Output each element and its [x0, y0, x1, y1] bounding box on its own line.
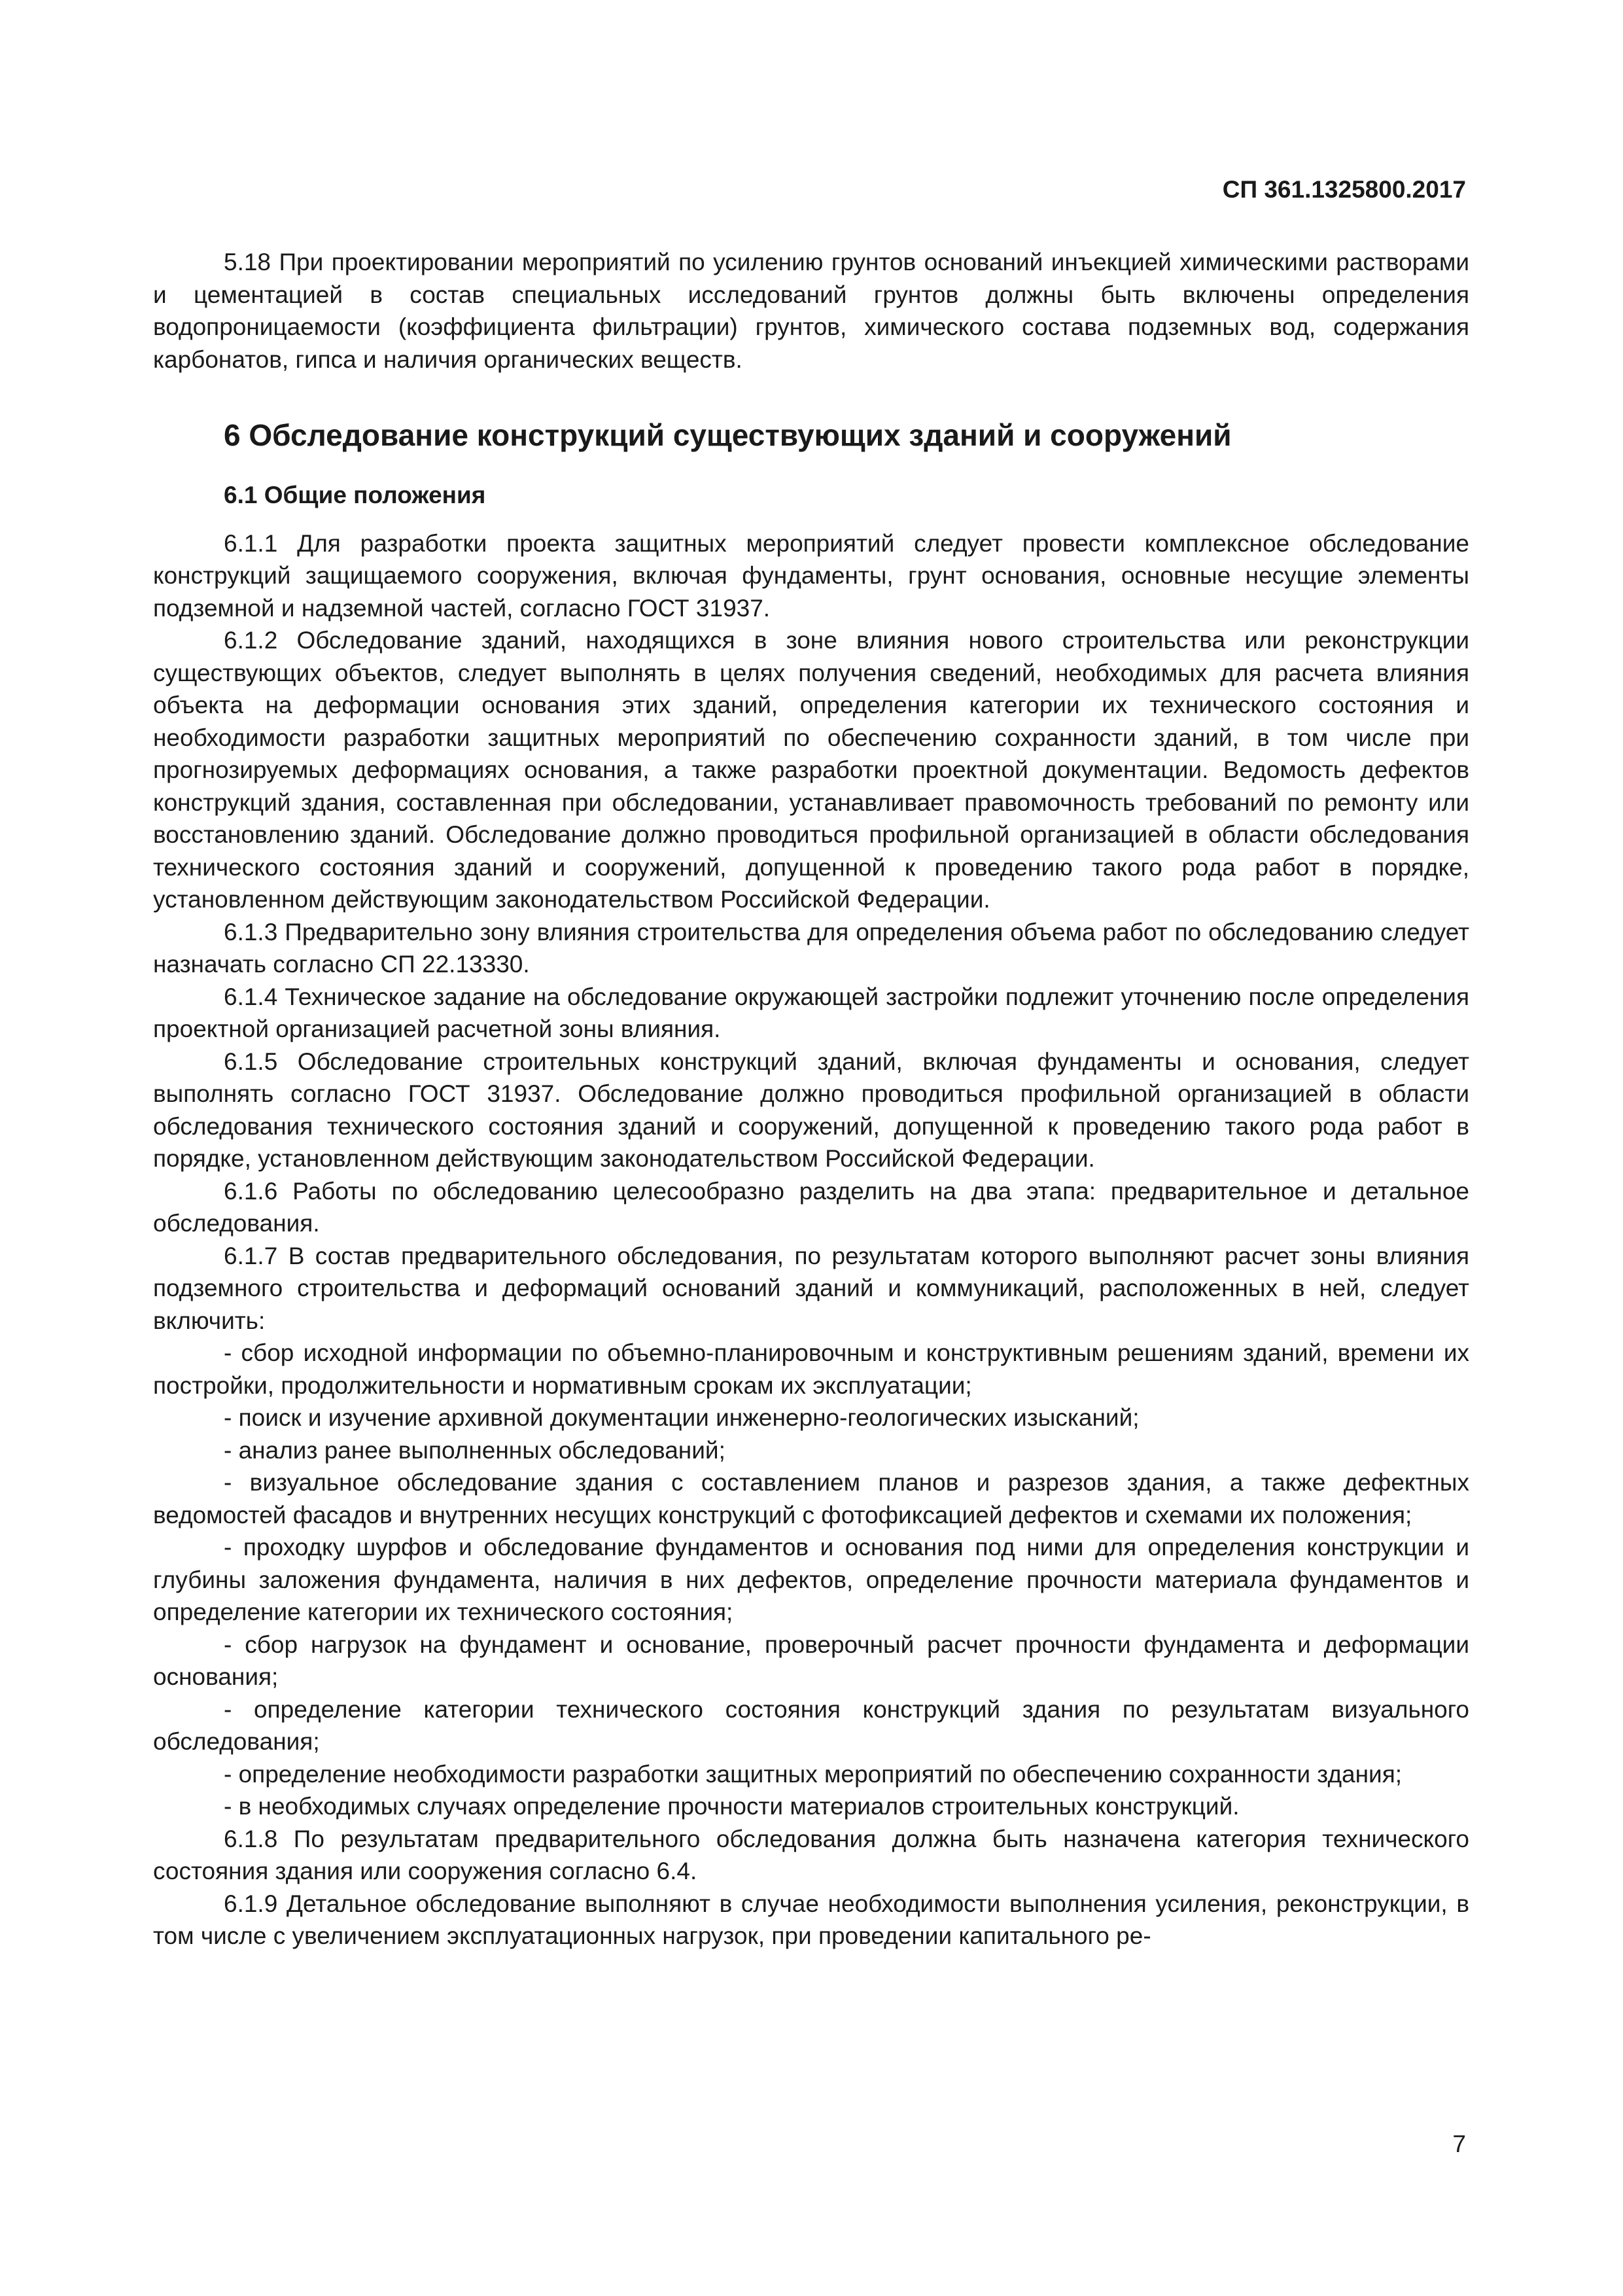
- paragraph: 6.1.9 Детальное обследование выполняют в случае необходимости выполнения усиления, реконструкции, в том числе с увеличением эксплуатационных нагрузок, при проведении капитального ре-: [153, 1890, 1469, 1950]
- paragraph: 6.1.1 Для разработки проекта защитных мероприятий следует провести комплексное обследование конструкций защищаемого сооружения, включая фундаменты, грунт основания, основные несущие элементы подземной и надземной частей, согласно ГОСТ 31937.: [153, 529, 1469, 622]
- paragraph: 6.1.6 Работы по обследованию целесообразно разделить на два этапа: предварительное и детальное обследования.: [153, 1177, 1469, 1237]
- list-item: - проходку шурфов и обследование фундаментов и основания под ними для определения конструкции и глубины заложения фундамента, наличия в них дефектов, определение прочности материала фундаментов и определение категории их технического состояния;: [153, 1534, 1469, 1626]
- list-item: - визуальное обследование здания с составлением планов и разрезов здания, а также дефектных ведомостей фасадов и внутренних несущих конструкций с фотофиксацией дефектов и схемами их положения;: [153, 1469, 1469, 1528]
- document-body: [153, 246, 1469, 1952]
- subsection-title: 6.1 Общие положения: [224, 482, 486, 509]
- list-item: - поиск и изучение архивной документации инженерно-геологических изысканий;: [224, 1404, 1140, 1432]
- section-title: 6 Обследование конструкций существующих зданий и сооружений: [224, 418, 1232, 452]
- paragraph: 6.1.2 Обследование зданий, находящихся в зоне влияния нового строительства или реконструкции существующих объектов, следует выполнять в целях получения сведений, необходимых для расчета влияния объекта на деформации основания этих зданий, определения категории их технического состояния и необходимости разработки защитных мероприятий по обеспечению сохранности зданий, в том числе при прогнозируемых деформациях основания, а также разработки проектной документации. Ведомость дефектов конструкций здания, составленная при обследовании, устанавливает правомочность требований по ремонту или восстановлению зданий. Обследование должно проводиться профильной организацией в области обследования технического состояния зданий и сооружений, допущенной к проведению такого рода работ в порядке, установленном действующим законодательством Российской Федерации.: [153, 627, 1469, 913]
- paragraph: 6.1.4 Техническое задание на обследование окружающей застройки подлежит уточнению после определения проектной организацией расчетной зоны влияния.: [153, 983, 1469, 1043]
- list-item: - определение необходимости разработки защитных мероприятий по обеспечению сохранности здания;: [224, 1760, 1403, 1788]
- list-item: - сбор исходной информации по объемно-планировочным и конструктивным решениям зданий, времени их постройки, продолжительности и нормативным срокам их эксплуатации;: [153, 1339, 1469, 1399]
- document-code: СП 361.1325800.2017: [1222, 176, 1466, 203]
- list-item: - анализ ранее выполненных обследований;: [224, 1436, 725, 1464]
- list-item: - определение категории технического состояния конструкций здания по результатам визуального обследования;: [153, 1695, 1469, 1756]
- paragraph: 6.1.3 Предварительно зону влияния строительства для определения объема работ по обследованию следует назначать согласно СП 22.13330.: [153, 918, 1469, 978]
- paragraph: 6.1.8 По результатам предварительного обследования должна быть назначена категория технического состояния здания или сооружения согласно 6.4.: [153, 1825, 1469, 1885]
- paragraph: 6.1.5 Обследование строительных конструкций зданий, включая фундаменты и основания, следует выполнять согласно ГОСТ 31937. Обследование должно проводиться профильной организацией в области обследования технического состояния зданий и сооружений, допущенной к проведению такого рода работ в порядке, установленном действующим законодательством Российской Федерации.: [153, 1048, 1469, 1173]
- page-number: 7: [1452, 2130, 1466, 2157]
- paragraph: 6.1.7 В состав предварительного обследования, по результатам которого выполняют расчет зоны влияния подземного строительства и деформаций оснований зданий и коммуникаций, расположенных в ней, следует включить:: [153, 1242, 1469, 1334]
- list-item: - сбор нагрузок на фундамент и основание, проверочный расчет прочности фундамента и деформации основания;: [153, 1631, 1469, 1691]
- list-item: - в необходимых случаях определение прочности материалов строительных конструкций.: [224, 1793, 1240, 1820]
- paragraph-5-18: 5.18 При проектировании мероприятий по усилению грунтов оснований инъекцией химическими растворами и цементацией в состав специальных исследований грунтов должны быть включены определения водопроницаемости (коэффициента фильтрации) грунтов, химического состава подземных вод, содержания карбонатов, гипса и наличия органических веществ.: [153, 249, 1469, 373]
